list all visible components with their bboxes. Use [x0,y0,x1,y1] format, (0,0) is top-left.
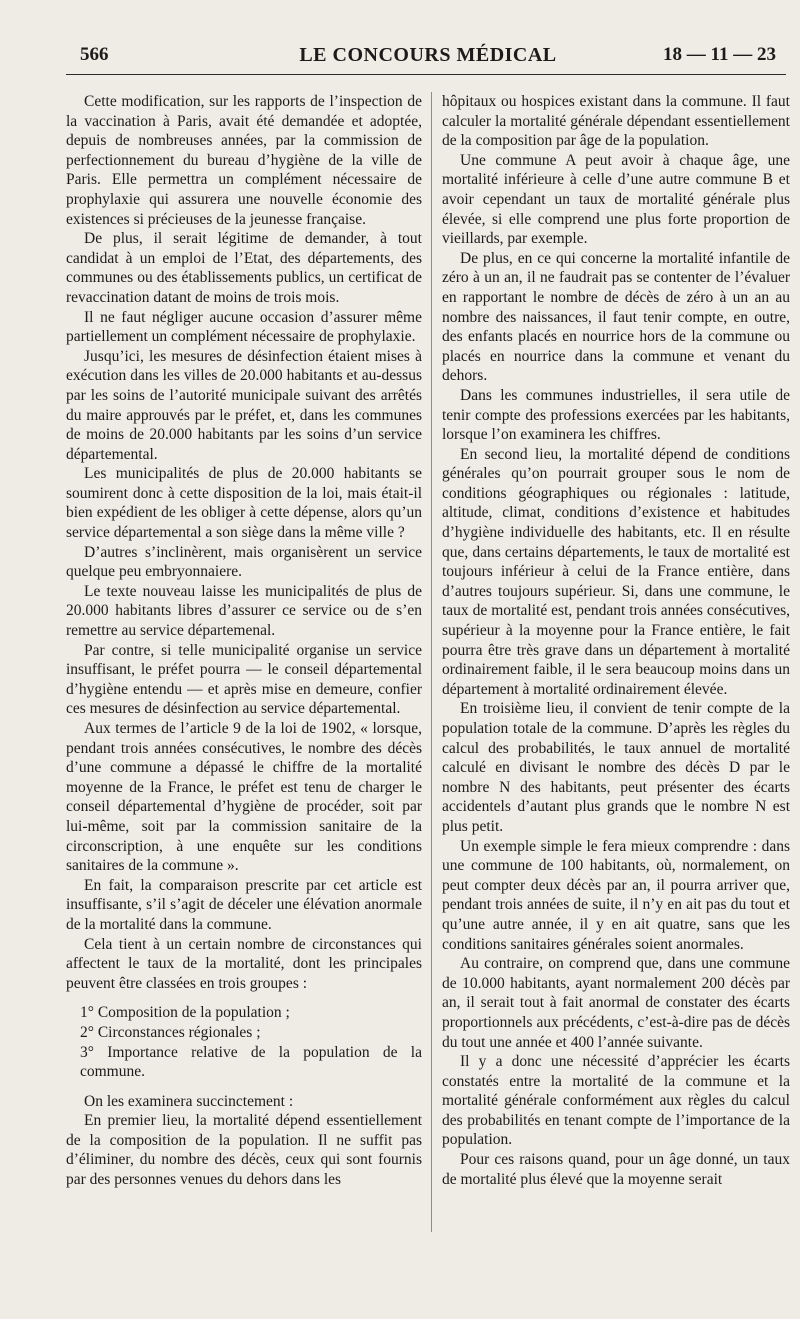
list-item: 1° Composition de la population ; [80,1004,290,1022]
paragraph: De plus, il serait légitime de demander, à tout candidat à un emploi de l’Etat, des départements, des communes ou des établissements publics, un certificat de revaccination datant de moins de trois mois. [66,230,422,306]
paragraph: Par contre, si telle municipalité organise un service insuffisant, le préfet pourra — le conseil départemental d’hygiène entendu — et après mise en demeure, confier ces mesures de désinfection au service départemental. [66,641,422,718]
paragraph: Les municipalités de plus de 20.000 habitants se soumirent donc à cette disposition de la loi, mais était-il bien expédient de les obliger à cette dépense, alors qu’un service départemental a son siège dans la même ville ? [66,465,422,542]
issue-date: 18 — 11 — 23 [663,44,776,65]
paragraph: Le texte nouveau laisse les municipalités de plus de 20.000 habitants libres d’assurer ce service ou de s’en remettre au service départemenal. [66,582,422,640]
paragraph: En fait, la comparaison prescrite par cet article est insuffisante, s’il s’agit de déceler une élévation anormale de la mortalité dans la commune. [66,876,422,933]
paragraph: Pour ces raisons quand, pour un âge donné, un taux de mortalité plus élevé que la moyenne serait [442,1151,790,1188]
column-divider [431,92,432,1232]
list-item: 3° Importance relative de la population de la commune. [80,1043,422,1081]
paragraph: Cette modification, sur les rapports de l’inspection de la vaccination à Paris, avait été demandée et adoptée, depuis de nombreuses années, par la commission de perfectionnement du bureau d’hygiène de la ville de Paris. Elle permettra un complément nécessaire de prophylaxie qui assurera une nouvelle économie des existences si précieuses de la jeunesse française. [66,93,422,228]
paragraph: Dans les communes industrielles, il sera utile de tenir compte des professions exercées par les habitants, lorsque l’on examinera les chiffres. [442,386,790,444]
paragraph: Jusqu’ici, les mesures de désinfection étaient mises à exécution dans les villes de 20.000 habitants et au-dessus par les soins de l’autorité municipale suivant des arrêtés du maire approuvés par le préfet, et, dans les communes de moins de 20.000 habitants par les soins d’un service départemental. [66,347,422,463]
left-column [66,92,422,1190]
paragraph: Aux termes de l’article 9 de la loi de 1902, « lorsque, pendant trois années consécutives, le nombre des décès d’une commune a dépassé le chiffre de la mortalité moyenne de la France, le préfet est tenu de charger le conseil départemental d’hygiène de procéder, soit par lui-même, soit par la commission sanitaire de la circonscription, à une enquête sur les conditions sanitaires de la commune ». [66,720,422,875]
paragraph: Il y a donc une nécessité d’apprécier les écarts constatés entre la mortalité de la commune et la mortalité générale conformément aux règles du calcul des probabilités en tenant compte de l’importance de la population. [442,1053,790,1149]
paragraph: D’autres s’inclinèrent, mais organisèrent un service quelque peu embryonnaiere. [66,543,422,581]
page-header [80,44,776,72]
paragraph: Une commune A peut avoir à chaque âge, une mortalité inférieure à celle d’une autre commune B et avoir cependant un taux de mortalité générale plus élevée, si elle comprend une plus forte proportion de vieillards, par exemple. [442,151,790,248]
paragraph: En premier lieu, la mortalité dépend essentiellement de la composition de la population. Il ne suffit pas d’éliminer, du nombre des décès, ceux qui sont fournis par des personnes venues du dehors dans les [66,1112,422,1189]
paragraph: hôpitaux ou hospices existant dans la commune. Il faut calculer la mortalité générale dépendant essentiellement de la composition par âge de la population. [442,93,790,150]
paragraph: De plus, en ce qui concerne la mortalité infantile de zéro à un an, il ne faudrait pas se contenter de l’évaluer en rapportant le nombre de décès de zéro à un an au nombre des naissances, il faut tenir compte, en outre, des enfants placés en nourrice hors de la commune ou placés en nourrice dans la commune et venant du dehors. [442,249,790,385]
paragraph: Au contraire, on comprend que, dans une commune de 10.000 habitants, ayant normalement 200 décès par an, il serait tout à fait anormal de constater des écarts proportionnels aux précédents, c’est-à-dire pas de décès du tout une année et 400 l’année suivante. [442,955,790,1051]
list-item: 2° Circonstances régionales ; [80,1023,261,1041]
paragraph: On les examinera succinctement : [84,1092,294,1110]
right-column [442,92,790,1189]
paragraph: Il ne faut négliger aucune occasion d’assurer même partiellement un complément nécessaire de prophylaxie. [66,308,422,346]
page-number: 566 [80,44,109,65]
paragraph: En troisième lieu, il convient de tenir compte de la population totale de la commune. D’après les règles du calcul des probabilités, le taux annuel de mortalité calculé en divisant le nombre des décès D par le nombre N des habitants, peut présenter des écarts accidentels d’autant plus grands que le nombre N est plus petit. [442,700,790,835]
journal-title: LE CONCOURS MÉDICAL [299,44,557,66]
paragraph: En second lieu, la mortalité dépend de conditions générales qu’on pourrait grouper sous le nom de conditions géographiques ou régionales : latitude, altitude, climat, conditions d’existence et habitudes d’hygiène individuelle des habitants, etc. Il en résulte que, dans certains départements, le taux de mortalité est toujours inférieur à celui de la France entière, dans d’autres toujours supérieur. Si, dans une commune, le taux de mortalité est, pendant trois années consécutives, supérieur à la moyenne pour la France entière, le fait pourra être très grave dans un département à mortalité ordinairement faible, il le sera beaucoup moins dans un département à mortalité ordinairement élevée. [442,445,790,698]
header-rule [66,74,786,75]
paragraph: Cela tient à un certain nombre de circonstances qui affectent le taux de la mortalité, dont les principales peuvent être classées en trois groupes : [66,935,422,992]
paragraph: Un exemple simple le fera mieux comprendre : dans une commune de 100 habitants, où, normalement, on peut compter deux décès par an, il pourra arriver que, pendant trois années de suite, il n’y en ait pas du tout et qu’une autre année, il y en ait quatre, sans que les conditions sanitaires générales soient anormales. [442,837,790,953]
